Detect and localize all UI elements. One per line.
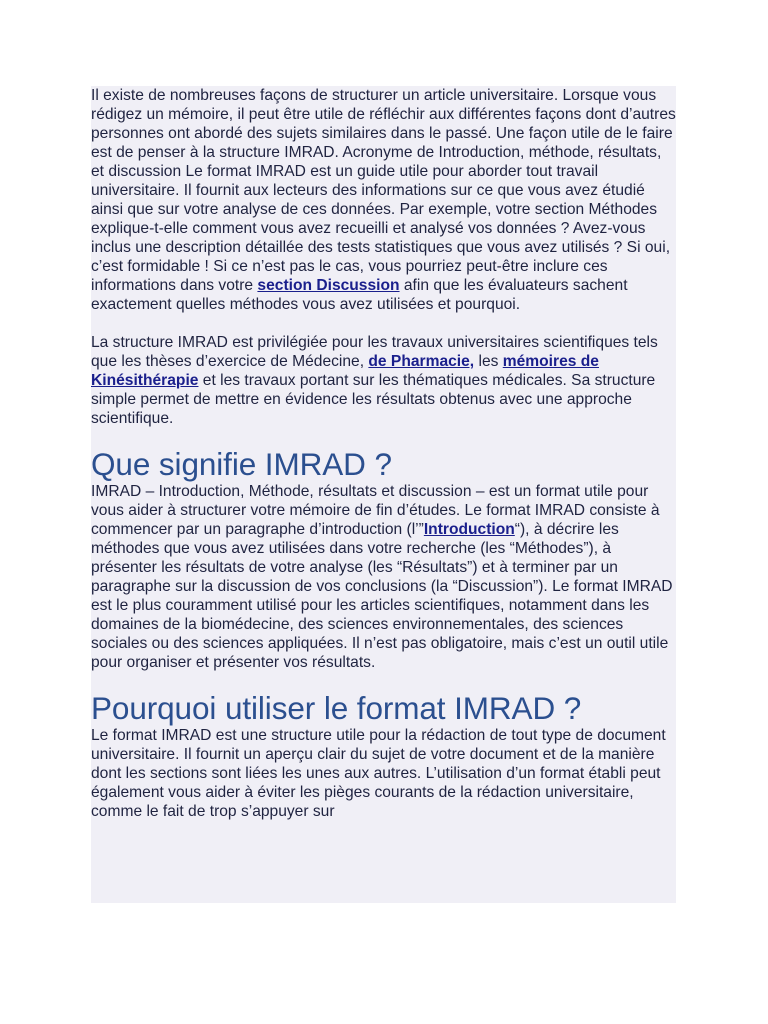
- imrad-definition-paragraph: [91, 482, 676, 672]
- document-page: [91, 86, 676, 903]
- imrad-usage-paragraph: [91, 333, 676, 428]
- usage-text-between: les: [474, 353, 503, 370]
- kinesitherapie-link[interactable]: mémoires de Kinésithérapie: [91, 353, 599, 389]
- usage-text-start: La structure IMRAD est privilégiée pour les travaux universitaires scientifiques tels que les thèses d’exercice de Médecine,: [91, 334, 658, 370]
- heading-pourquoi-utiliser-imrad: Pourquoi utiliser le format IMRAD ?: [91, 690, 582, 726]
- section-discussion-link[interactable]: section Discussion: [257, 277, 400, 294]
- usage-text-end: et les travaux portant sur les thématiques médicales. Sa structure simple permet de mettre en évidence les résultats obtenus avec une approche scientifique.: [91, 372, 656, 427]
- intro-text-end: afin que les évaluateurs sachent exactement quelles méthodes vous avez utilisées et pourquoi.: [91, 277, 628, 313]
- heading-que-signifie-imrad: Que signifie IMRAD ?: [91, 446, 392, 482]
- definition-text-end: “), à décrire les méthodes que vous avez utilisées dans votre recherche (les “Méthodes”), à présenter les résultats de votre analyse (les “Résultats”) et à terminer par un paragraphe sur la discussion de vos conclusions (la “Discussion”). Le format IMRAD est le plus couramment utilisé pour les articles scientifiques, notamment dans les domaines de la biomédecine, des sciences environnementales, des sciences sociales ou des sciences appliquées. Il n’est pas obligatoire, mais c’est un outil utile pour organiser et présenter vos résultats.: [91, 521, 673, 671]
- pharmacie-link[interactable]: de Pharmacie,: [368, 353, 475, 370]
- introduction-link[interactable]: Introduction: [423, 521, 515, 538]
- intro-text-start: Il existe de nombreuses façons de structurer un article universitaire. Lorsque vous rédigez un mémoire, il peut être utile de réfléchir aux différentes façons dont d’autres personnes ont abordé des sujets similaires dans le passé. Une façon utile de le faire est de penser à la structure IMRAD. Acronyme de Introduction, méthode, résultats, et discussion Le format IMRAD est un guide utile pour aborder tout travail universitaire. Il fournit aux lecteurs des informations sur ce que vous avez étudié ainsi que sur votre analyse de ces données. Par exemple, votre section Méthodes explique-t-elle comment vous avez recueilli et analysé vos données ? Avez-vous inclus une description détaillée des tests statistiques que vous avez utilisés ? Si oui, c’est formidable ! Si ce n’est pas le cas, vous pourriez peut-être inclure ces informations dans votre: [91, 87, 676, 294]
- intro-paragraph: [91, 86, 676, 314]
- imrad-why-paragraph: Le format IMRAD est une structure utile pour la rédaction de tout type de document universitaire. Il fournit un aperçu clair du sujet de votre document et de la manière dont les sections sont liées les unes aux autres. L’utilisation d’un format établi peut également vous aider à éviter les pièges courants de la rédaction universitaire, comme le fait de trop s’appuyer sur: [91, 727, 666, 820]
- definition-text-start: IMRAD – Introduction, Méthode, résultats et discussion – est un format utile pour vous aider à structurer votre mémoire de fin d’études. Le format IMRAD consiste à commencer par un paragraphe d’introduction (l’”: [91, 483, 660, 538]
- document-content: [91, 86, 676, 821]
